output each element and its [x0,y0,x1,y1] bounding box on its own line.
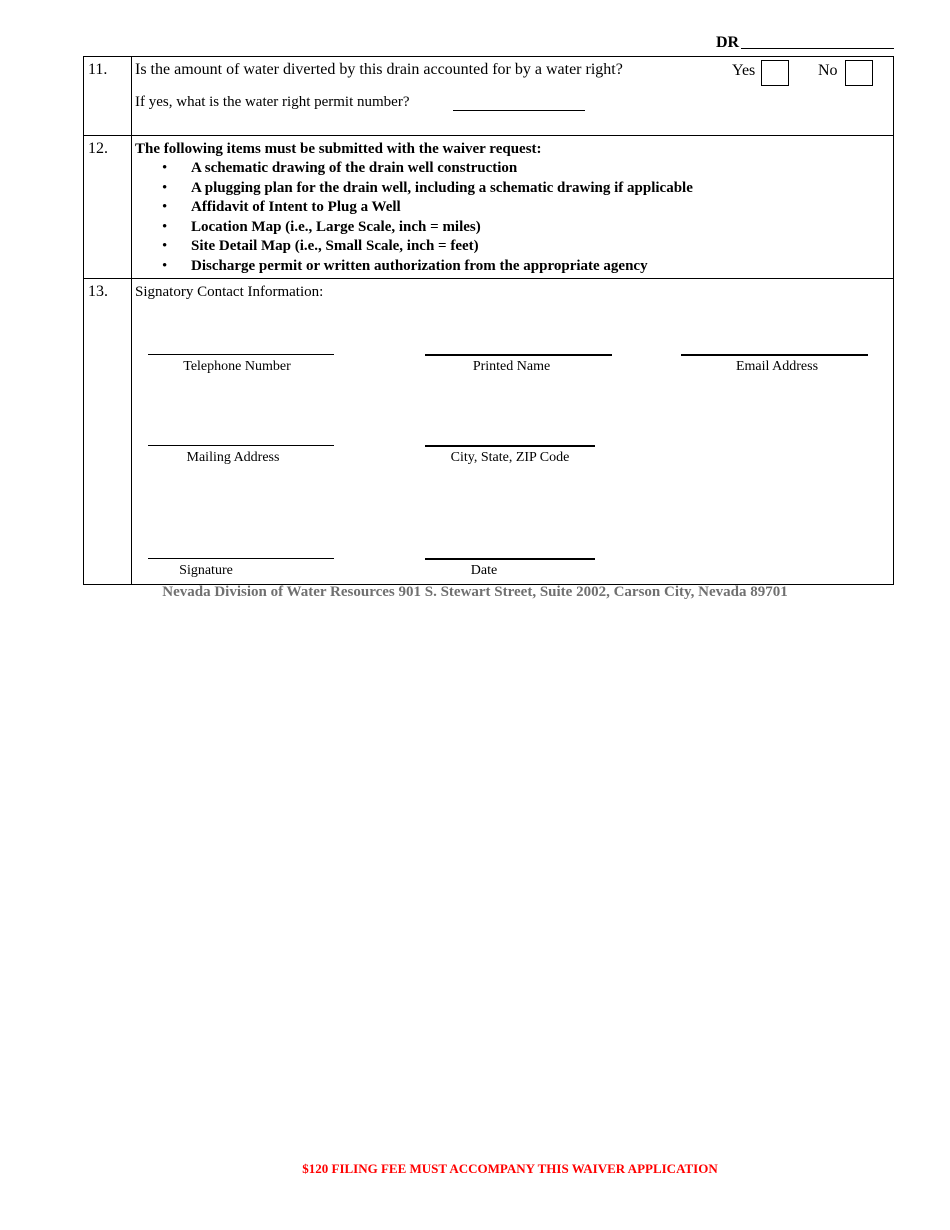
required-items-heading: The following items must be submitted with the waiver request: [135,141,542,157]
bullet-icon: • [162,257,168,274]
bullet-icon: • [162,218,168,235]
row-12-number: 12. [84,136,132,278]
signature-field[interactable] [148,558,334,559]
date-label: Date [470,563,498,578]
list-item: • Location Map (i.e., Large Scale, inch = miles) [135,218,893,238]
dr-label: DR [716,34,740,51]
bullet-icon: • [162,199,168,216]
bullet-icon: • [162,238,168,255]
row-12 [84,136,893,279]
row-13 [84,279,893,584]
telephone-label: Telephone Number [183,359,291,374]
row-11 [84,57,893,136]
list-item: • Affidavit of Intent to Plug a Well [135,198,893,218]
mailing-address-label: Mailing Address [186,450,280,465]
dr-number-field[interactable] [741,48,894,49]
yes-label: Yes [732,62,756,79]
list-item: • Discharge permit or written authorization from the appropriate agency [135,257,893,277]
city-state-zip-field[interactable] [425,445,595,447]
row-11-content [132,57,893,135]
waiver-form-table [83,56,894,585]
city-state-zip-label: City, State, ZIP Code [450,450,570,465]
bullet-icon: • [162,160,168,176]
row-12-content [132,136,893,278]
water-right-question: Is the amount of water diverted by this drain accounted for by a water right? [135,61,623,78]
list-item: • A plugging plan for the drain well, including a schematic drawing if applicable [135,179,893,199]
telephone-field[interactable] [148,354,334,355]
row-13-content [132,279,893,584]
email-label: Email Address [735,359,819,374]
required-items-list [135,159,893,277]
printed-name-label: Printed Name [472,359,551,374]
list-item: • A schematic drawing of the drain well construction [135,159,893,179]
row-13-number: 13. [84,279,132,584]
printed-name-field[interactable] [425,354,612,356]
filing-fee-notice: $120 FILING FEE MUST ACCOMPANY THIS WAIVER APPLICATION [302,1161,718,1176]
email-field[interactable] [681,354,868,356]
no-checkbox[interactable] [845,60,873,86]
permit-number-field[interactable] [453,110,585,111]
agency-address: Nevada Division of Water Resources 901 S. Stewart Street, Suite 2002, Carson City, Nevada 89701 [162,584,788,600]
signatory-title: Signatory Contact Information: [135,284,324,300]
no-label: No [818,62,838,79]
date-field[interactable] [425,558,595,560]
list-item: • Site Detail Map (i.e., Small Scale, inch = feet) [135,237,893,257]
bullet-icon: • [162,179,168,196]
mailing-address-field[interactable] [148,445,334,446]
row-11-number: 11. [84,57,132,135]
yes-checkbox[interactable] [761,60,789,86]
signature-label: Signature [179,563,233,578]
permit-number-question: If yes, what is the water right permit number? [135,94,410,110]
